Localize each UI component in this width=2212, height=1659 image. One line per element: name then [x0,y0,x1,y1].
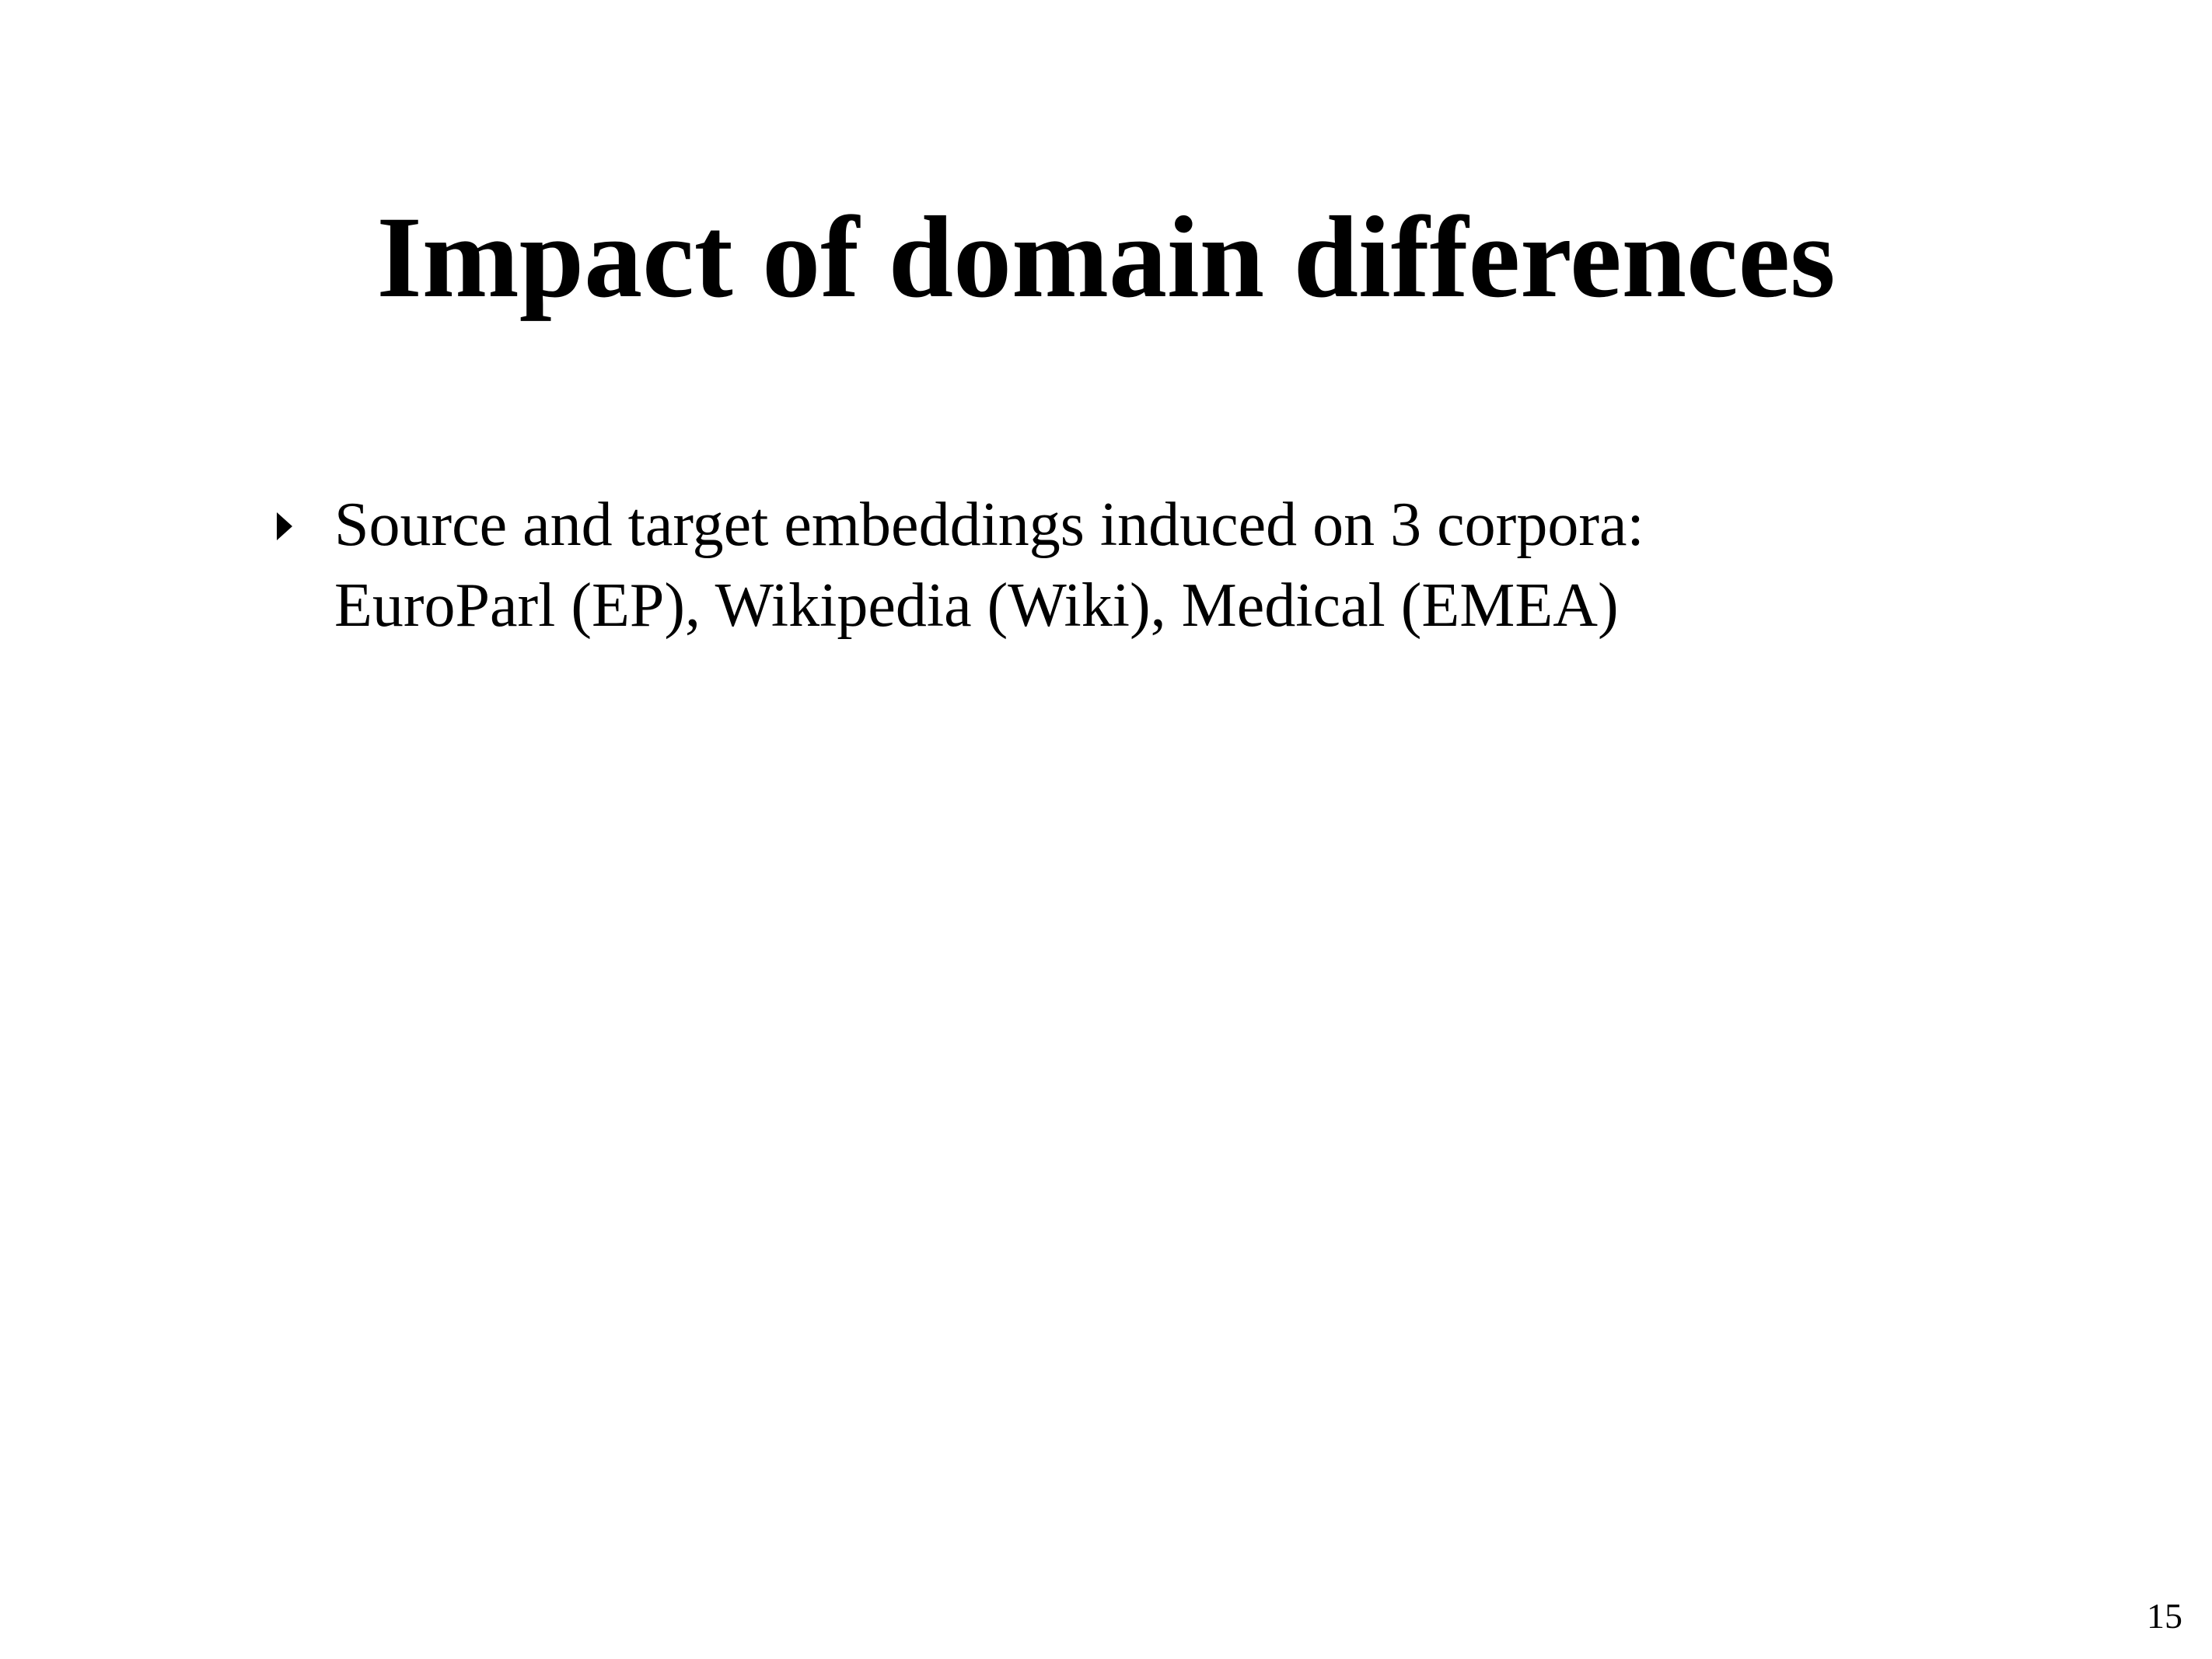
bullet-arrow-icon [277,512,292,540]
bullet-list [277,484,2065,646]
slide-title: Impact of domain differences [376,193,1836,322]
bullet-item [277,484,2065,646]
bullet-line-2: EuroParl (EP), Wikipedia (Wiki), Medical (EMEA) [334,571,1619,640]
page-number: 15 [2147,1596,2182,1636]
bullet-line-1: Source and target embeddings induced on 3 corpora: [334,491,1644,559]
